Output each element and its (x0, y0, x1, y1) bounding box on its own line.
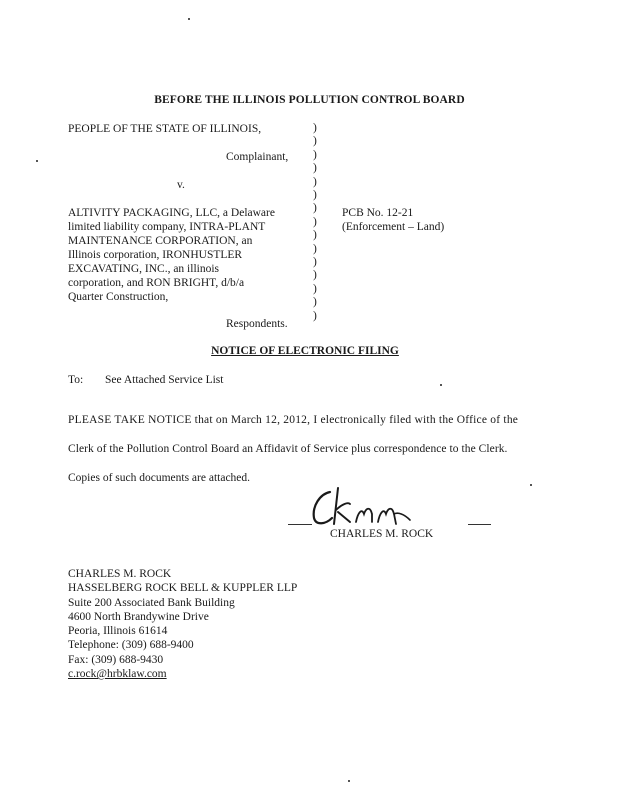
paren-mark: ) (313, 175, 317, 188)
address-line: Fax: (309) 688-9430 (68, 653, 164, 666)
scan-speck (530, 484, 532, 486)
respondent-line: MAINTENANCE CORPORATION, an (68, 235, 253, 247)
scan-speck (348, 780, 350, 782)
respondent-line: limited liability company, INTRA-PLANT (68, 221, 266, 233)
handwritten-signature (306, 484, 426, 532)
paren-mark: ) (313, 309, 317, 322)
paren-mark: ) (313, 162, 317, 175)
respondent-line: Illinois corporation, IRONHUSTLER (68, 249, 243, 261)
plaintiff-name: PEOPLE OF THE STATE OF ILLINOIS, (68, 123, 262, 135)
scan-speck (36, 160, 38, 162)
respondents-label: Respondents. (226, 318, 288, 330)
to-label: To: (68, 374, 84, 386)
notice-title: NOTICE OF ELECTRONIC FILING (211, 345, 399, 357)
case-type: (Enforcement – Land) (342, 221, 445, 233)
address-line: CHARLES M. ROCK (68, 568, 172, 580)
board-title: BEFORE THE ILLINOIS POLLUTION CONTROL BOARD (154, 94, 465, 106)
respondent-line: ALTIVITY PACKAGING, LLC, a Delaware (68, 207, 275, 219)
paren-mark: ) (313, 269, 317, 282)
notice-body-line: PLEASE TAKE NOTICE that on March 12, 2012, I electronically filed with the Office of the (68, 414, 519, 426)
paren-mark: ) (313, 242, 317, 255)
scan-speck (188, 18, 190, 20)
notice-body-line: Copies of such documents are attached. (68, 472, 251, 484)
case-number: PCB No. 12-21 (342, 207, 414, 219)
notice-body-line: Clerk of the Pollution Control Board an Affidavit of Service plus correspondence to the Clerk. (68, 443, 508, 455)
email-link[interactable]: c.rock@hrbklaw.com (68, 668, 167, 681)
address-line: Suite 200 Associated Bank Building (68, 596, 235, 609)
paren-mark: ) (313, 148, 317, 161)
signature-line-right (468, 524, 491, 525)
complainant-label: Complainant, (226, 151, 289, 163)
address-line: Peoria, Illinois 61614 (68, 625, 168, 638)
paren-mark: ) (313, 229, 317, 242)
paren-mark: ) (313, 122, 317, 134)
scan-speck (440, 384, 442, 386)
address-line: HASSELBERG ROCK BELL & KUPPLER LLP (68, 582, 298, 595)
caption-parentheses (313, 122, 317, 323)
paren-mark: ) (313, 256, 317, 269)
to-value: See Attached Service List (105, 374, 224, 386)
paren-mark: ) (313, 296, 317, 309)
respondent-line: corporation, and RON BRIGHT, d/b/a (68, 277, 245, 289)
signer-name: CHARLES M. ROCK (330, 528, 434, 540)
paren-mark: ) (313, 215, 317, 228)
paren-mark: ) (313, 135, 317, 148)
address-line: Telephone: (309) 688-9400 (68, 639, 194, 652)
respondent-line: EXCAVATING, INC., an illinois (68, 263, 219, 275)
paren-mark: ) (313, 202, 317, 215)
respondent-line: Quarter Construction, (68, 291, 169, 303)
versus-label: v. (177, 179, 185, 191)
attorney-address-block (68, 567, 297, 681)
respondent-names (68, 206, 318, 304)
paren-mark: ) (313, 189, 317, 202)
address-line: 4600 North Brandywine Drive (68, 610, 209, 623)
paren-mark: ) (313, 282, 317, 295)
